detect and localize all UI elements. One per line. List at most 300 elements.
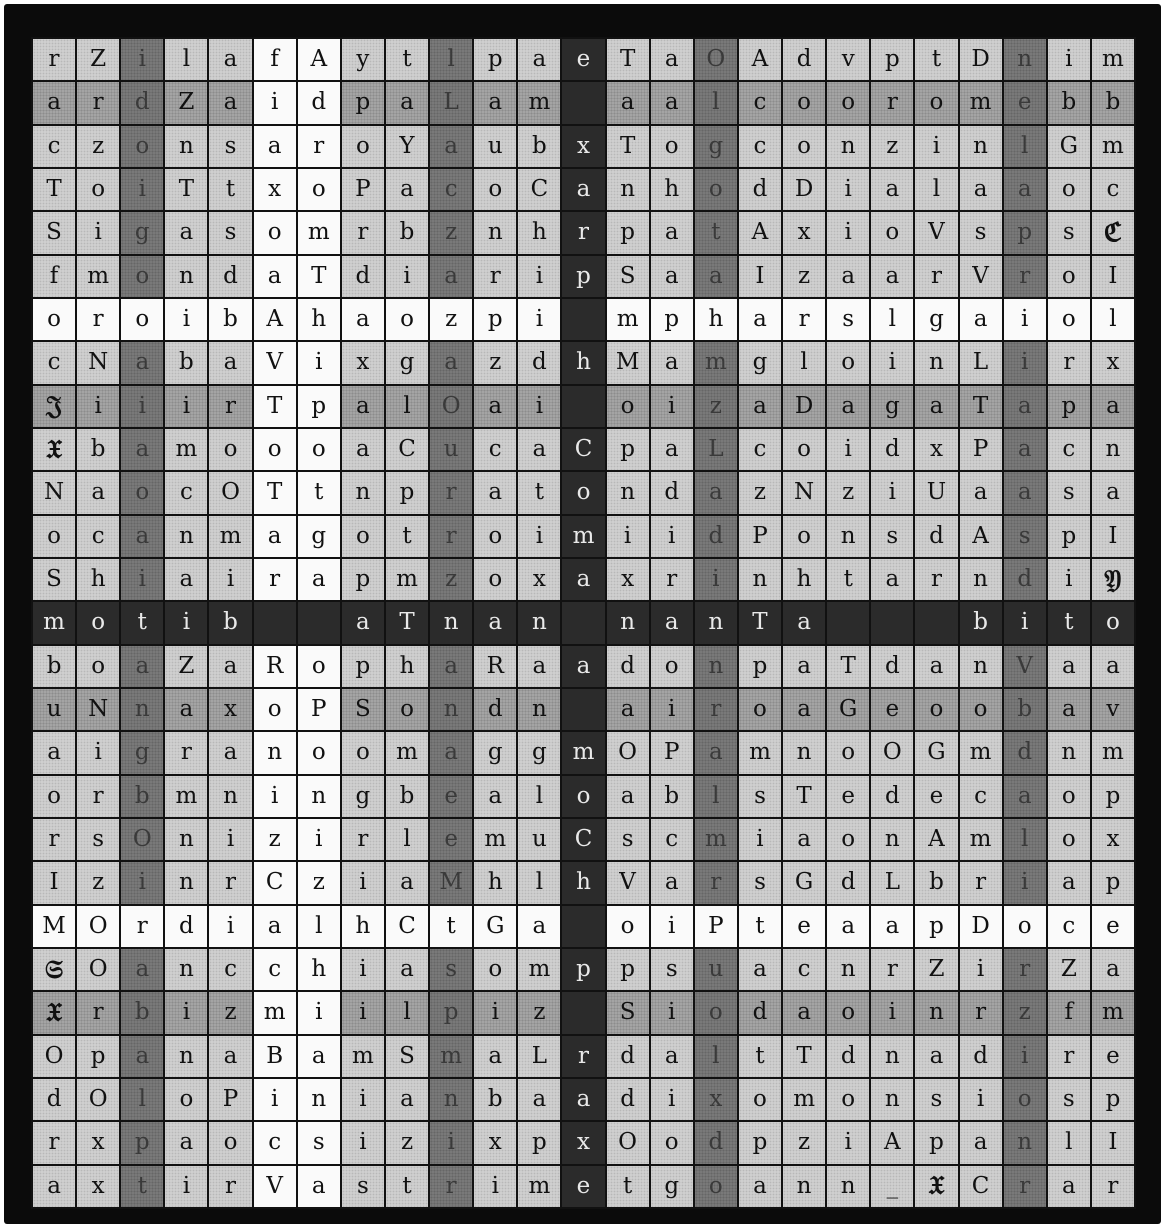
grid-cell: p [651, 299, 693, 340]
grid-cell: a [121, 516, 163, 557]
grid-cell: d [695, 1122, 737, 1163]
grid-cell: t [607, 1166, 649, 1207]
grid-cell: O [695, 39, 737, 80]
grid-cell: I [1092, 256, 1134, 297]
grid-cell: g [915, 299, 957, 340]
grid-cell: b [386, 776, 428, 817]
grid-cell: i [915, 126, 957, 167]
grid-cell: e [915, 776, 957, 817]
grid-cell: i [165, 1166, 207, 1207]
grid-cell: r [77, 776, 119, 817]
grid-cell: i [209, 559, 251, 600]
grid-cell: O [430, 386, 472, 427]
grid-cell: T [783, 776, 825, 817]
grid-cell: m [430, 1036, 472, 1077]
grid-cell: o [33, 516, 75, 557]
grid-cell: G [474, 906, 516, 947]
grid-cell: m [518, 82, 560, 123]
grid-cell: n [518, 602, 560, 643]
grid-cell: o [607, 386, 649, 427]
grid-cell: e [783, 906, 825, 947]
grid-cell: o [783, 516, 825, 557]
grid-cell: a [165, 1122, 207, 1163]
grid-cell: x [342, 342, 384, 383]
grid-cell: l [1004, 126, 1046, 167]
grid-cell: h [342, 906, 384, 947]
grid-cell: i [651, 1079, 693, 1120]
grid-cell: s [342, 1166, 384, 1207]
grid-cell: n [1004, 1122, 1046, 1163]
grid-cell: o [33, 776, 75, 817]
grid-cell: z [1004, 992, 1046, 1033]
grid-cell: a [1048, 646, 1090, 687]
grid-cell: m [1092, 126, 1134, 167]
grid-cell: s [209, 212, 251, 253]
grid-cell: y [342, 39, 384, 80]
grid-cell: O [121, 819, 163, 860]
grid-cell: a [474, 776, 516, 817]
grid-cell: o [827, 82, 869, 123]
grid-cell: m [77, 256, 119, 297]
grid-cell: a [209, 39, 251, 80]
grid-cell: x [1092, 342, 1134, 383]
grid-cell [562, 82, 604, 123]
grid-cell: o [1048, 819, 1090, 860]
grid-cell: z [430, 212, 472, 253]
grid-cell: a [651, 82, 693, 123]
grid-cell: h [298, 299, 340, 340]
grid-cell: n [298, 1079, 340, 1120]
grid-cell: a [386, 169, 428, 210]
grid-cell: n [827, 126, 869, 167]
grid-cell: s [1048, 212, 1090, 253]
grid-cell: e [430, 819, 472, 860]
grid-cell: i [342, 992, 384, 1033]
grid-cell: m [518, 1166, 560, 1207]
grid-cell: a [960, 299, 1002, 340]
grid-cell: T [607, 39, 649, 80]
grid-cell: n [165, 862, 207, 903]
grid-cell: l [695, 82, 737, 123]
grid-cell: V [1004, 646, 1046, 687]
grid-cell: a [827, 386, 869, 427]
grid-cell: l [695, 1036, 737, 1077]
grid-cell: m [209, 516, 251, 557]
grid-cell: r [1092, 1166, 1134, 1207]
grid-cell: O [77, 1079, 119, 1120]
grid-cell: T [827, 646, 869, 687]
grid-cell: l [386, 819, 428, 860]
grid-cell: r [562, 1036, 604, 1077]
grid-cell: d [651, 472, 693, 513]
grid-cell: h [298, 949, 340, 990]
grid-cell: a [739, 386, 781, 427]
grid-cell: p [871, 39, 913, 80]
grid-cell: s [827, 299, 869, 340]
grid-cell: A [960, 516, 1002, 557]
grid-cell: i [518, 516, 560, 557]
grid-cell: r [562, 212, 604, 253]
grid-cell: r [783, 299, 825, 340]
grid-cell: a [739, 949, 781, 990]
grid-cell: a [474, 472, 516, 513]
grid-cell: i [518, 386, 560, 427]
grid-cell: o [121, 472, 163, 513]
grid-cell: i [298, 992, 340, 1033]
grid-cell: A [739, 212, 781, 253]
grid-cell: p [915, 1122, 957, 1163]
grid-cell: n [165, 256, 207, 297]
grid-cell [298, 602, 340, 643]
grid-cell: s [739, 862, 781, 903]
grid-cell: n [960, 559, 1002, 600]
grid-cell: n [783, 732, 825, 773]
grid-cell: B [254, 1036, 296, 1077]
grid-cell: A [915, 819, 957, 860]
grid-cell: o [254, 689, 296, 730]
grid-cell: a [386, 949, 428, 990]
grid-cell: x [77, 1122, 119, 1163]
grid-cell: o [298, 429, 340, 470]
grid-cell: p [474, 299, 516, 340]
grid-cell: v [827, 39, 869, 80]
grid-cell: i [254, 776, 296, 817]
grid-cell: Z [165, 82, 207, 123]
grid-cell: a [607, 776, 649, 817]
grid-cell: a [33, 82, 75, 123]
grid-cell: s [298, 1122, 340, 1163]
grid-cell: n [474, 212, 516, 253]
grid-cell: a [33, 1166, 75, 1207]
grid-cell: 𝔍 [33, 386, 75, 427]
grid-cell [871, 602, 913, 643]
grid-cell: r [430, 516, 472, 557]
grid-cell: o [783, 82, 825, 123]
grid-cell: i [1048, 559, 1090, 600]
grid-cell: a [33, 732, 75, 773]
grid-cell: A [739, 39, 781, 80]
grid-cell: m [1092, 39, 1134, 80]
grid-cell: s [1004, 516, 1046, 557]
grid-cell: O [77, 949, 119, 990]
grid-cell: P [695, 906, 737, 947]
grid-cell: d [209, 256, 251, 297]
grid-cell: V [607, 862, 649, 903]
grid-cell: i [827, 1122, 869, 1163]
grid-cell: b [474, 1079, 516, 1120]
grid-cell: b [209, 299, 251, 340]
grid-cell: f [33, 256, 75, 297]
grid-cell: a [1004, 429, 1046, 470]
grid-cell: o [607, 906, 649, 947]
grid-cell: b [33, 646, 75, 687]
grid-cell: x [562, 126, 604, 167]
grid-cell: a [1004, 386, 1046, 427]
grid-cell: I [1092, 1122, 1134, 1163]
grid-cell: m [695, 819, 737, 860]
grid-cell: T [739, 602, 781, 643]
grid-cell: o [783, 126, 825, 167]
grid-cell: V [254, 342, 296, 383]
grid-cell: i [651, 906, 693, 947]
grid-cell: n [1092, 429, 1134, 470]
grid-cell: l [695, 776, 737, 817]
grid-cell: r [77, 82, 119, 123]
grid-cell: i [121, 559, 163, 600]
grid-cell: 𝔜 [1092, 559, 1134, 600]
grid-cell: i [342, 1122, 384, 1163]
grid-cell: e [562, 39, 604, 80]
grid-cell: o [739, 1079, 781, 1120]
grid-cell: n [165, 949, 207, 990]
grid-cell: d [33, 1079, 75, 1120]
grid-cell: n [165, 516, 207, 557]
grid-cell: l [121, 1079, 163, 1120]
grid-cell: a [960, 169, 1002, 210]
grid-cell: a [827, 256, 869, 297]
grid-cell: b [165, 342, 207, 383]
grid-cell: m [386, 732, 428, 773]
grid-cell: h [386, 646, 428, 687]
grid-cell: i [1004, 602, 1046, 643]
grid-cell: c [254, 949, 296, 990]
grid-cell: a [121, 429, 163, 470]
grid-cell: i [651, 689, 693, 730]
grid-cell: n [165, 819, 207, 860]
grid-cell: C [254, 862, 296, 903]
grid-cell: n [298, 776, 340, 817]
grid-cell: a [783, 992, 825, 1033]
grid-cell: z [209, 992, 251, 1033]
grid-cell: a [607, 82, 649, 123]
grid-cell: a [298, 1036, 340, 1077]
grid-cell: a [518, 906, 560, 947]
grid-cell: a [783, 819, 825, 860]
grid-cell: r [651, 559, 693, 600]
grid-cell: c [783, 949, 825, 990]
grid-cell: g [651, 1166, 693, 1207]
grid-cell: e [1092, 906, 1134, 947]
grid-cell: s [1048, 472, 1090, 513]
grid-cell: n [915, 342, 957, 383]
grid-cell: S [607, 256, 649, 297]
grid-cell: i [827, 169, 869, 210]
grid-cell: r [915, 256, 957, 297]
grid-cell: e [827, 776, 869, 817]
grid-cell: o [33, 299, 75, 340]
grid-cell: u [33, 689, 75, 730]
grid-cell: z [474, 342, 516, 383]
grid-cell: a [165, 559, 207, 600]
grid-cell: t [430, 906, 472, 947]
grid-cell: a [651, 256, 693, 297]
grid-cell: d [518, 342, 560, 383]
grid-cell: a [121, 646, 163, 687]
grid-cell: o [77, 602, 119, 643]
grid-cell: a [209, 646, 251, 687]
grid-cell: a [342, 299, 384, 340]
grid-cell: a [386, 1079, 428, 1120]
grid-cell: a [695, 472, 737, 513]
grid-cell: i [474, 1166, 516, 1207]
grid-cell: n [960, 646, 1002, 687]
grid-cell: h [783, 559, 825, 600]
grid-cell: g [342, 776, 384, 817]
grid-cell: a [960, 1122, 1002, 1163]
grid-cell: a [871, 169, 913, 210]
grid-cell: V [254, 1166, 296, 1207]
grid-cell: r [77, 299, 119, 340]
grid-cell: o [651, 646, 693, 687]
grid-cell: O [607, 1122, 649, 1163]
grid-cell: o [165, 1079, 207, 1120]
grid-cell: i [827, 429, 869, 470]
grid-cell: Y [386, 126, 428, 167]
grid-cell: z [386, 1122, 428, 1163]
grid-cell: c [1092, 169, 1134, 210]
letter-grid [31, 37, 1136, 1209]
grid-cell: C [386, 429, 428, 470]
grid-cell: a [254, 126, 296, 167]
grid-cell: a [474, 386, 516, 427]
grid-cell: a [651, 862, 693, 903]
grid-cell: m [298, 212, 340, 253]
grid-cell: D [960, 906, 1002, 947]
grid-cell: i [739, 819, 781, 860]
grid-cell: n [827, 516, 869, 557]
grid-cell: o [739, 689, 781, 730]
grid-cell: a [607, 689, 649, 730]
grid-cell: o [1048, 169, 1090, 210]
grid-cell: a [871, 256, 913, 297]
grid-cell: 𝔛 [33, 429, 75, 470]
grid-cell: p [430, 992, 472, 1033]
grid-cell: d [827, 1036, 869, 1077]
grid-cell: a [430, 256, 472, 297]
grid-cell: n [121, 689, 163, 730]
grid-cell: a [430, 732, 472, 773]
grid-cell: m [562, 516, 604, 557]
grid-cell: o [827, 732, 869, 773]
grid-cell: b [518, 126, 560, 167]
grid-cell: c [254, 1122, 296, 1163]
grid-cell: d [607, 1079, 649, 1120]
grid-cell: i [1004, 342, 1046, 383]
grid-cell: z [783, 256, 825, 297]
grid-cell: D [960, 39, 1002, 80]
grid-cell: e [1092, 1036, 1134, 1077]
grid-cell: n [254, 732, 296, 773]
grid-cell: d [739, 992, 781, 1033]
grid-cell: n [430, 689, 472, 730]
grid-cell: i [254, 1079, 296, 1120]
grid-cell: s [651, 949, 693, 990]
grid-cell: o [1004, 906, 1046, 947]
grid-cell: T [607, 126, 649, 167]
grid-cell: a [651, 212, 693, 253]
grid-cell: m [518, 949, 560, 990]
grid-cell: v [1092, 689, 1134, 730]
grid-cell [562, 602, 604, 643]
grid-cell: o [474, 516, 516, 557]
grid-cell: r [695, 862, 737, 903]
grid-cell: x [695, 1079, 737, 1120]
grid-cell: S [33, 212, 75, 253]
grid-cell: b [915, 862, 957, 903]
grid-cell: a [121, 1036, 163, 1077]
grid-cell: T [386, 602, 428, 643]
grid-cell: z [77, 126, 119, 167]
grid-cell: p [474, 39, 516, 80]
grid-cell: a [915, 386, 957, 427]
grid-cell: o [1048, 256, 1090, 297]
grid-cell: i [165, 992, 207, 1033]
grid-cell: u [518, 819, 560, 860]
grid-cell: r [915, 559, 957, 600]
grid-cell: d [827, 862, 869, 903]
grid-cell: h [474, 862, 516, 903]
grid-cell: l [386, 386, 428, 427]
grid-cell: t [386, 39, 428, 80]
grid-cell: n [783, 1166, 825, 1207]
grid-cell: a [430, 126, 472, 167]
grid-cell: z [254, 819, 296, 860]
grid-cell: n [209, 776, 251, 817]
grid-cell: m [33, 602, 75, 643]
grid-cell: b [209, 602, 251, 643]
grid-cell: n [871, 1079, 913, 1120]
grid-cell: g [386, 342, 428, 383]
grid-cell: o [254, 212, 296, 253]
grid-cell: 𝔛 [33, 992, 75, 1033]
grid-cell: i [121, 386, 163, 427]
grid-cell: i [518, 256, 560, 297]
grid-cell: a [209, 1036, 251, 1077]
grid-cell: x [1092, 819, 1134, 860]
grid-cell: G [783, 862, 825, 903]
grid-cell: l [165, 39, 207, 80]
grid-cell: a [1004, 776, 1046, 817]
grid-cell: D [783, 169, 825, 210]
grid-cell: p [77, 1036, 119, 1077]
grid-cell: m [1092, 992, 1134, 1033]
grid-cell: b [1092, 82, 1134, 123]
grid-cell: n [430, 1079, 472, 1120]
grid-cell: o [1048, 776, 1090, 817]
grid-cell: u [695, 949, 737, 990]
grid-cell: s [1048, 1079, 1090, 1120]
grid-cell: R [254, 646, 296, 687]
grid-cell: t [121, 602, 163, 643]
grid-cell: a [739, 299, 781, 340]
grid-cell: z [430, 559, 472, 600]
grid-cell: d [607, 646, 649, 687]
grid-cell: a [1048, 689, 1090, 730]
grid-cell: T [960, 386, 1002, 427]
grid-cell: h [562, 342, 604, 383]
grid-cell: p [915, 906, 957, 947]
grid-cell: b [386, 212, 428, 253]
grid-cell: i [254, 82, 296, 123]
grid-cell: g [695, 126, 737, 167]
grid-cell: o [562, 776, 604, 817]
grid-cell: l [1048, 1122, 1090, 1163]
grid-cell: s [871, 516, 913, 557]
grid-cell: a [1092, 386, 1134, 427]
grid-cell: c [430, 169, 472, 210]
grid-cell: l [430, 39, 472, 80]
grid-cell: S [607, 992, 649, 1033]
